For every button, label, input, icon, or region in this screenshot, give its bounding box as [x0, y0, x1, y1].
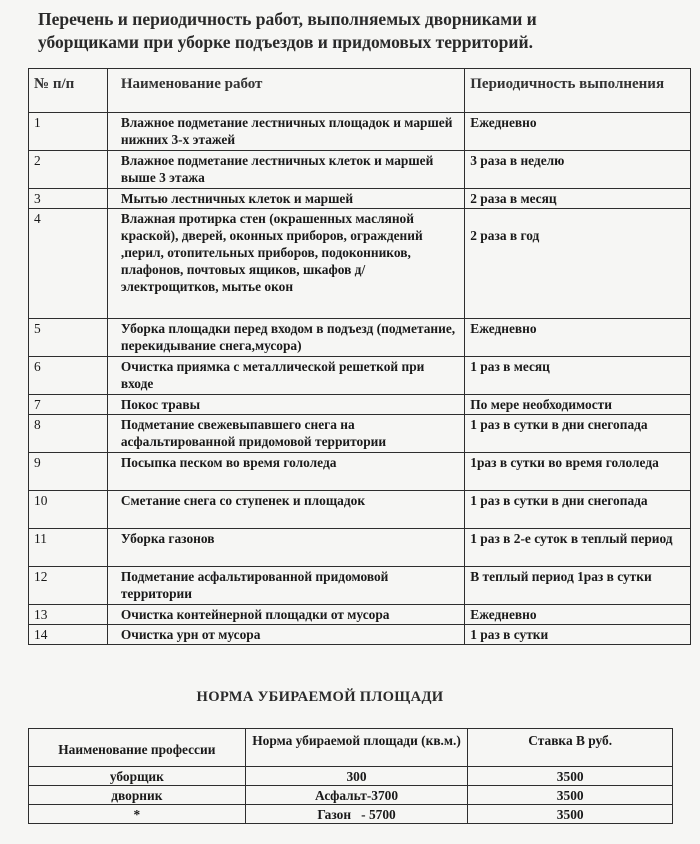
table-row [29, 395, 691, 415]
row-work-name: Очистка приямка с металлической решеткой при входе [107, 357, 464, 395]
row-number: 3 [29, 189, 108, 209]
row-profession: дворник [29, 786, 246, 805]
row-profession: * [29, 805, 246, 824]
row-norm: 300 [245, 767, 468, 786]
title-line-1: Перечень и периодичность работ, выполняемых дворниками и [38, 9, 537, 29]
table-row [29, 767, 673, 786]
row-number: 1 [29, 113, 108, 151]
row-profession: уборщик [29, 767, 246, 786]
table-row [29, 786, 673, 805]
row-rate: 3500 [468, 805, 673, 824]
table-row [29, 415, 691, 453]
row-number: 8 [29, 415, 108, 453]
row-number: 13 [29, 605, 108, 625]
row-work-name: Покос травы [107, 395, 464, 415]
row-number: 6 [29, 357, 108, 395]
row-number: 5 [29, 319, 108, 357]
row-periodicity: 2 раза в месяц [465, 189, 691, 209]
row-rate: 3500 [468, 786, 673, 805]
table-row [29, 491, 691, 529]
row-periodicity: 1 раз в сутки [465, 625, 691, 645]
norm-header-row [29, 729, 673, 767]
row-work-name: Уборка площадки перед входом в подъезд (подметание, перекидывание снега,мусора) [107, 319, 464, 357]
norm-table [28, 728, 673, 824]
header-number: № п/п [29, 69, 108, 113]
row-work-name: Подметание свежевыпавшего снега на асфальтированной придомовой территории [107, 415, 464, 453]
row-number: 4 [29, 209, 108, 319]
table-row [29, 113, 691, 151]
table-row [29, 453, 691, 491]
row-periodicity: 2 раза в год [465, 209, 691, 319]
row-periodicity: 1раз в сутки во время гололеда [465, 453, 691, 491]
row-work-name: Влажное подметание лестничных площадок и маршей нижних 3-х этажей [107, 113, 464, 151]
works-header-row [29, 69, 691, 113]
works-table [28, 68, 691, 645]
table-row [29, 805, 673, 824]
table-row [29, 625, 691, 645]
table-row [29, 605, 691, 625]
row-number: 11 [29, 529, 108, 567]
row-norm: Асфальт-3700 [245, 786, 468, 805]
row-periodicity: 3 раза в неделю [465, 151, 691, 189]
document-title [38, 8, 658, 54]
table-row [29, 151, 691, 189]
header-profession: Наименование профессии [29, 729, 246, 767]
norm-section-title: НОРМА УБИРАЕМОЙ ПЛОЩАДИ [196, 689, 444, 705]
row-periodicity: 1 раз в сутки в дни снегопада [465, 415, 691, 453]
row-work-name: Влажное подметание лестничных клеток и маршей выше 3 этажа [107, 151, 464, 189]
row-work-name: Уборка газонов [107, 529, 464, 567]
table-row [29, 357, 691, 395]
row-periodicity: 1 раз в 2-е суток в теплый период [465, 529, 691, 567]
row-periodicity: 1 раз в месяц [465, 357, 691, 395]
row-work-name: Посыпка песком во время гололеда [107, 453, 464, 491]
header-work-name: Наименование работ [107, 69, 464, 113]
row-periodicity: Ежедневно [465, 113, 691, 151]
row-rate: 3500 [468, 767, 673, 786]
row-work-name: Подметание асфальтированной придомовой территории [107, 567, 464, 605]
header-rate: Ставка В руб. [468, 729, 673, 767]
table-row [29, 209, 691, 319]
title-line-2: уборщиками при уборке подъездов и придомовых территорий. [38, 32, 533, 52]
row-work-name: Мытью лестничных клеток и маршей [107, 189, 464, 209]
table-row [29, 319, 691, 357]
table-row [29, 189, 691, 209]
row-periodicity: В теплый период 1раз в сутки [465, 567, 691, 605]
row-periodicity: По мере необходимости [465, 395, 691, 415]
row-norm: Газон - 5700 [245, 805, 468, 824]
header-periodicity: Периодичность выполнения [465, 69, 691, 113]
table-row [29, 529, 691, 567]
row-work-name: Сметание снега со ступенек и площадок [107, 491, 464, 529]
row-number: 2 [29, 151, 108, 189]
row-periodicity: Ежедневно [465, 605, 691, 625]
row-number: 9 [29, 453, 108, 491]
row-work-name: Очистка урн от мусора [107, 625, 464, 645]
row-work-name: Очистка контейнерной площадки от мусора [107, 605, 464, 625]
row-number: 7 [29, 395, 108, 415]
row-periodicity: 1 раз в сутки в дни снегопада [465, 491, 691, 529]
row-number: 14 [29, 625, 108, 645]
header-norm-area: Норма убираемой площади (кв.м.) [245, 729, 468, 767]
row-work-name: Влажная протирка стен (окрашенных масляной краской), дверей, оконных приборов, ограждений ,перил, отопительных приборов, подоконников, плафонов, почтовых ящиков, шкафов д/электрощитков, мытье окон [107, 209, 464, 319]
table-row [29, 567, 691, 605]
row-periodicity: Ежедневно [465, 319, 691, 357]
row-number: 12 [29, 567, 108, 605]
row-number: 10 [29, 491, 108, 529]
